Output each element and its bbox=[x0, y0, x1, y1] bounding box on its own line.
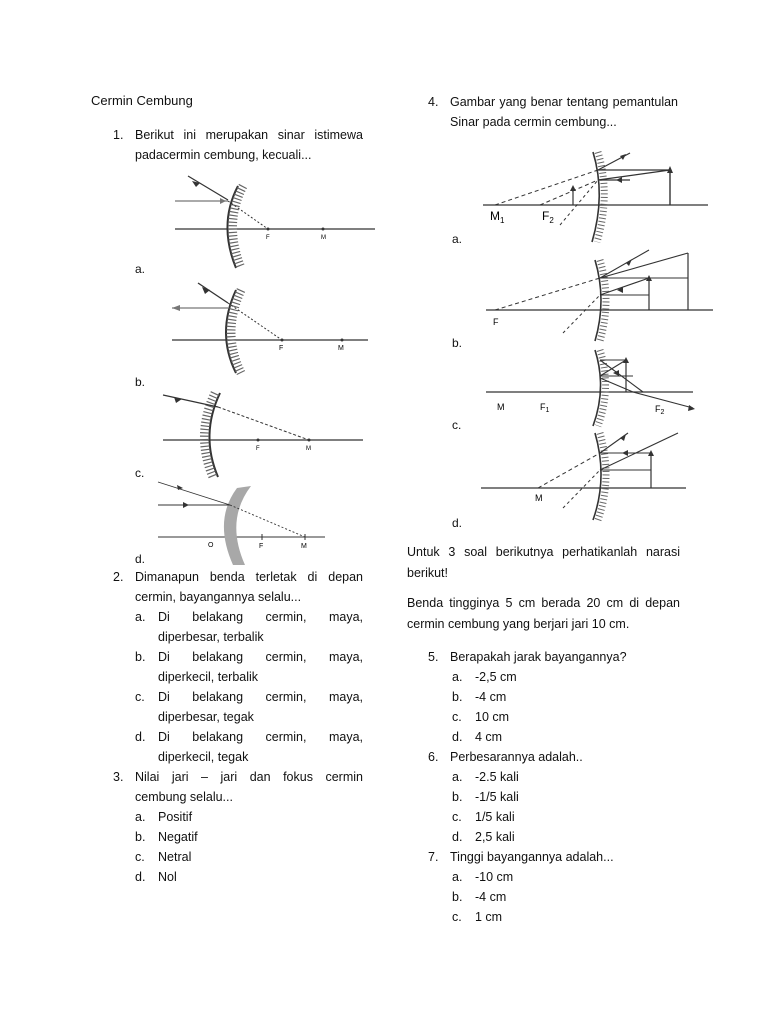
question-number: 1. bbox=[113, 128, 124, 142]
f2-label: $F_2$ bbox=[542, 209, 554, 225]
q1-figure-c bbox=[160, 385, 365, 480]
question-number: 4. bbox=[428, 95, 439, 109]
focus-label: F bbox=[256, 446, 260, 452]
q1-option-c[interactable]: c. bbox=[135, 466, 145, 480]
question-text: Nilai jari – jari dan fokus cermin cembung selalu... bbox=[135, 770, 363, 804]
q4-option-c[interactable]: c. bbox=[452, 418, 462, 432]
question-number: 3. bbox=[113, 770, 124, 784]
q1-option-a[interactable]: a. bbox=[135, 262, 146, 276]
q4-figure-c bbox=[483, 348, 718, 428]
q1-option-b[interactable]: b. bbox=[135, 375, 146, 389]
f2-label: $F_2$ bbox=[655, 404, 665, 416]
question-7 bbox=[428, 847, 680, 867]
question-4 bbox=[428, 92, 680, 152]
q4-figure-d bbox=[478, 428, 688, 523]
center-label: M bbox=[338, 345, 344, 352]
q1-figure-a bbox=[170, 168, 380, 273]
focus-label: F bbox=[266, 235, 270, 241]
center-label: M bbox=[321, 235, 326, 241]
page-title: Cermin Cembung bbox=[91, 93, 193, 108]
q4-figure-b bbox=[483, 245, 715, 345]
question-text: Perbesarannya adalah.. bbox=[450, 750, 583, 764]
question-number: 5. bbox=[428, 650, 439, 664]
question-text: Berapakah jarak bayangannya? bbox=[450, 650, 627, 664]
q1-figure-b bbox=[170, 278, 370, 373]
question-number: 2. bbox=[113, 570, 124, 584]
center-label: M bbox=[306, 446, 311, 452]
question-6 bbox=[428, 747, 680, 767]
origin-label: O bbox=[208, 542, 214, 549]
question-5 bbox=[428, 647, 680, 667]
question-3 bbox=[113, 767, 363, 807]
question-text: Dimanapun benda terletak di depan cermin, bayangannya selalu... bbox=[135, 570, 363, 604]
problem-stem: Benda tingginya 5 cm berada 20 cm di depan cermin cembung yang berjari jari 10 cm. bbox=[407, 596, 680, 631]
m1-label: $M_1$ bbox=[490, 209, 505, 225]
question-number: 6. bbox=[428, 750, 439, 764]
q1-option-d[interactable]: d. bbox=[135, 552, 146, 566]
question-text: Berikut ini merupakan sinar istimewa padacermin cembung, kecuali... bbox=[135, 128, 363, 162]
question-text: Tinggi bayangannya adalah... bbox=[450, 850, 614, 864]
q4-option-b[interactable]: b. bbox=[452, 336, 463, 350]
question-number: 7. bbox=[428, 850, 439, 864]
center-label: M bbox=[497, 402, 505, 412]
center-label: M bbox=[301, 543, 307, 550]
q4-figure-a bbox=[480, 150, 710, 245]
focus-label: F bbox=[259, 543, 264, 550]
center-label: M bbox=[535, 493, 543, 503]
narrative-intro: Untuk 3 soal berikutnya perhatikanlah narasi berikut! bbox=[407, 545, 680, 580]
question-2 bbox=[113, 567, 363, 607]
focus-label: F bbox=[279, 345, 284, 352]
focus-label: F bbox=[493, 317, 499, 327]
q1-figure-d bbox=[155, 480, 370, 570]
f1-label: $F_1$ bbox=[540, 402, 550, 414]
q4-option-d[interactable]: d. bbox=[452, 516, 463, 530]
q4-option-a[interactable]: a. bbox=[452, 232, 463, 246]
question-text: Gambar yang benar tentang pemantulan Sinar pada cermin cembung... bbox=[450, 95, 678, 129]
question-1 bbox=[113, 125, 363, 165]
